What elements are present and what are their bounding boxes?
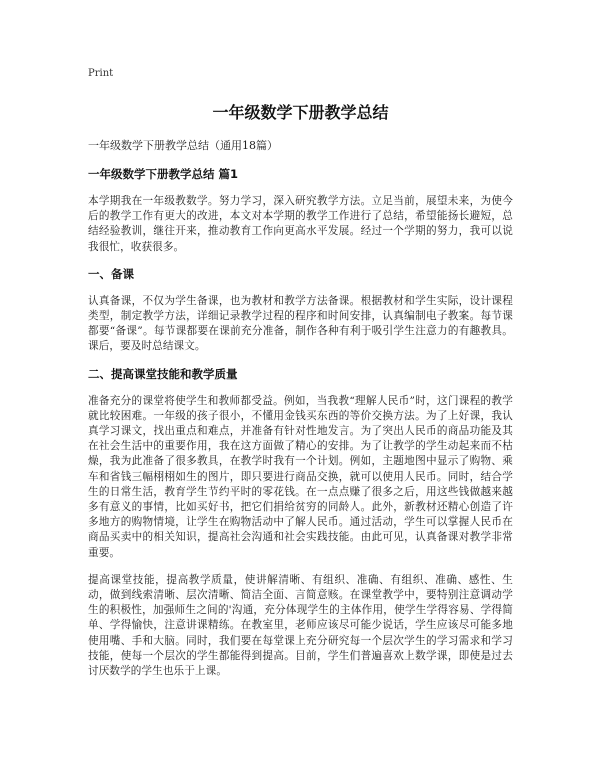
classroom-paragraph-1: 准备充分的课堂将使学生和教师都受益。例如，当我教“理解人民币”时，这门课程的教学就比较困难。一年级的孩子很小，不懂用金钱买东西的等价交换方法。为了上好课，我认真学习课文，找出重点和难点，并准备有针对性地发言。为了突出人民币的商品功能及其在社会生活中的重要作用，我在这方面做了精心的安排。为了让教学的学生动起来而不枯燥，我为此准备了很多教具，在教学时我有一个计划。例如，主题地图中显示了购物、乘车和省钱三幅栩栩如生的图片，即只要进行商品交换，就可以使用人民币。同时，结合学生的日常生活，教育学生节约平时的零花钱。在一点点赚了很多之后，用这些钱做越来越多有意义的事情，比如买好书，把它们捐给贫穷的同龄人。此外，新教材还精心创造了许多地方的购物情境，让学生在购物活动中了解人民币。通过活动，学生可以掌握人民币在商品买卖中的相关知识，提高社会沟通和社会实践技能。由此可见，认真备课对教学非常重要。 (88, 394, 513, 559)
document-title: 一年级数学下册教学总结 (212, 103, 389, 122)
print-label: Print (88, 68, 114, 79)
document-page (88, 68, 513, 691)
classroom-paragraph-2: 提高课堂技能，提高教学质量，使讲解清晰、有组织、准确、有组织、准确、感性、生动，做到线索清晰、层次清晰、简洁全面、言简意赅。在课堂教学中，要特别注意调动学生的积极性，加强师生之间的'沟通，充分体现学生的主体作用，使学生学得容易、学得简单、学得愉快，注意讲课精练。在教室里，老师应该尽可能少说话，学生应该尽可能多地使用嘴、手和大脑。同时，我们要在每堂课上充分研究每一个层次学生的学习需求和学习技能，使每一个层次的学生都能得到提高。目前，学生们普遍喜欢上数学课，即使是过去讨厌数学的学生也乐于上课。 (88, 573, 513, 678)
document-subtitle: 一年级数学下册教学总结（通用18篇） (88, 139, 278, 152)
section-heading-classroom-skills: 二、提高课堂技能和教学质量 (88, 366, 238, 381)
intro-paragraph: 本学期我在一年级教数学。努力学习，深入研究教学方法。立足当前，展望未来，为使今后的教学工作有更大的改进，本文对本学期的教学工作进行了总结，希望能扬长避短，总结经验教训，继往开来，推动教育工作向更高水平发展。经过一个学期的努力，我可以说我很忙，收获很多。 (88, 195, 513, 253)
section-heading-preparation: 一、备课 (88, 266, 134, 281)
preparation-paragraph: 认真备课，不仅为学生备课，也为教材和教学方法备课。根据教材和学生实际，设计课程类型，制定教学方法，详细记录教学过程的程序和时间安排，认真编制电子教案。每节课都要“备课”。每节课都要在课前充分准备，制作各种有利于吸引学生注意力的有趣教具。课后，要及时总结课文。 (88, 294, 513, 353)
article-heading: 一年级数学下册教学总结 篇1 (88, 167, 239, 181)
